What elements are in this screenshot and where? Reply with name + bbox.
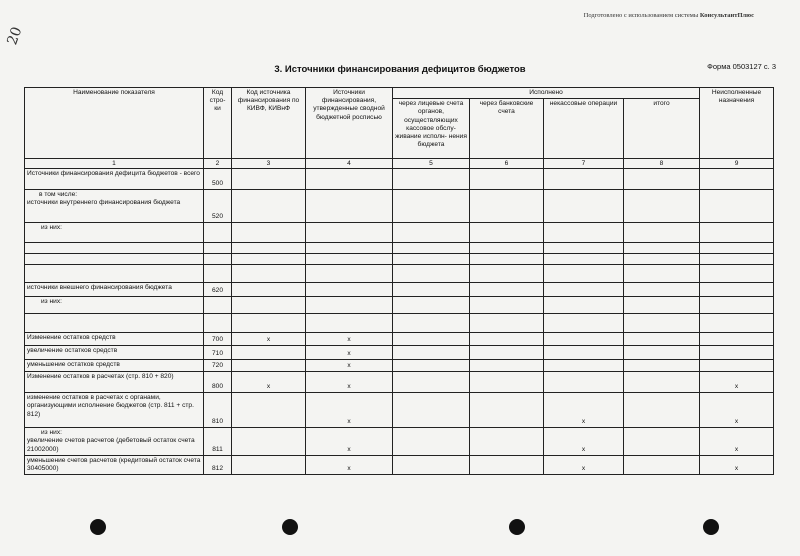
row-cell [232, 428, 306, 456]
table-row [25, 333, 774, 346]
table-row [25, 297, 774, 314]
row-cell [700, 169, 774, 190]
col-header-code: Код стро- ки [204, 88, 232, 159]
table-row [25, 190, 774, 223]
row-cell [470, 169, 544, 190]
col-header-executed: Исполнено [393, 88, 700, 99]
binder-hole [703, 519, 719, 535]
row-name [25, 333, 204, 346]
row-cell [232, 265, 306, 283]
handwritten-mark: 20 [4, 24, 26, 48]
col-header-kivf: Код источника финансирования по КИВФ, КИВнФ [232, 88, 306, 159]
row-cell [544, 297, 624, 314]
row-cell: x [232, 333, 306, 346]
row-cell [544, 265, 624, 283]
header-note-prefix: Подготовлено с использованием системы [583, 12, 699, 19]
row-cell: x [306, 455, 393, 474]
row-cell [470, 360, 544, 372]
row-name-line: увеличение остатков средств [27, 347, 118, 355]
row-name-line: увеличение счетов расчетов (дебетовый остаток счета 21002000) [27, 437, 195, 453]
row-name [25, 169, 204, 190]
row-cell [700, 333, 774, 346]
row-cell [544, 314, 624, 333]
row-cell [544, 243, 624, 254]
row-cell [624, 169, 700, 190]
row-cell [393, 254, 470, 265]
row-cell [700, 223, 774, 243]
col-number: 2 [204, 159, 232, 169]
row-cell [624, 314, 700, 333]
row-cell: x [700, 428, 774, 456]
row-cell: x [306, 360, 393, 372]
row-cell [306, 190, 393, 223]
row-cell [624, 360, 700, 372]
row-cell [306, 223, 393, 243]
row-code: 710 [204, 346, 232, 360]
row-cell [544, 333, 624, 346]
col-number: 1 [25, 159, 204, 169]
row-code: 700 [204, 333, 232, 346]
row-name [25, 428, 204, 456]
row-cell [393, 346, 470, 360]
header-note [584, 12, 754, 19]
row-cell [232, 223, 306, 243]
row-cell [470, 372, 544, 393]
row-name [25, 346, 204, 360]
row-cell [306, 283, 393, 297]
row-cell [470, 254, 544, 265]
col-header-noncash: некассовые операции [544, 99, 624, 159]
row-cell [624, 393, 700, 428]
table-body [25, 169, 774, 475]
row-cell [470, 455, 544, 474]
row-name [25, 360, 204, 372]
row-name-line: уменьшение счетов расчетов (кредитовый остаток счета 30405000) [27, 456, 201, 473]
row-name [25, 393, 204, 428]
row-code: 800 [204, 372, 232, 393]
row-cell [624, 243, 700, 254]
row-cell [544, 190, 624, 223]
col-number: 8 [624, 159, 700, 169]
row-cell [232, 393, 306, 428]
row-cell [393, 243, 470, 254]
row-cell [700, 346, 774, 360]
row-name [25, 254, 204, 265]
table-row [25, 393, 774, 428]
row-cell [544, 372, 624, 393]
table-row [25, 223, 774, 243]
row-cell [306, 297, 393, 314]
row-cell [700, 243, 774, 254]
row-code [204, 265, 232, 283]
row-cell [624, 190, 700, 223]
col-header-total: итого [624, 99, 700, 159]
header-row-1 [25, 88, 774, 99]
row-cell [624, 297, 700, 314]
row-cell: x [544, 455, 624, 474]
row-name-line: источники внутреннего финансирования бюджета [27, 199, 181, 207]
row-cell [393, 360, 470, 372]
row-name-line: уменьшение остатков средств [27, 361, 120, 369]
row-cell: x [700, 393, 774, 428]
table-row [25, 254, 774, 265]
row-cell [470, 428, 544, 456]
row-cell [306, 314, 393, 333]
row-cell [232, 243, 306, 254]
row-cell [393, 283, 470, 297]
row-code [204, 254, 232, 265]
row-cell [624, 333, 700, 346]
row-name-line: в том числе: [39, 191, 78, 199]
table-row [25, 346, 774, 360]
row-cell: x [544, 393, 624, 428]
row-name-line: Источники финансирования дефицита бюджетов - всего [27, 170, 200, 178]
row-cell [393, 393, 470, 428]
row-cell [232, 455, 306, 474]
table-row [25, 455, 774, 474]
row-cell [393, 265, 470, 283]
row-cell [544, 254, 624, 265]
row-name [25, 314, 204, 333]
row-cell [393, 333, 470, 346]
row-cell [306, 254, 393, 265]
row-cell [700, 190, 774, 223]
col-header-approved: Источники финансирования, утвержденные сводной бюджетной росписью [306, 88, 393, 159]
row-code [204, 223, 232, 243]
row-cell [624, 265, 700, 283]
row-cell [232, 283, 306, 297]
row-cell [624, 455, 700, 474]
table-row [25, 243, 774, 254]
row-cell [544, 283, 624, 297]
row-name [25, 372, 204, 393]
col-header-via-personal: через лицевые счета органов, осуществляющих кассовое обслу- живание исполн- нения бюджета [393, 99, 470, 159]
row-name [25, 265, 204, 283]
row-name-line: из них: [41, 298, 62, 306]
row-cell: x [700, 455, 774, 474]
table-row [25, 283, 774, 297]
row-cell [393, 169, 470, 190]
row-cell [544, 346, 624, 360]
row-cell: x [306, 346, 393, 360]
binder-hole [90, 519, 106, 535]
row-name-line: изменение остатков в расчетах с органами, организующими исполнение бюджетов (стр. 811 + стр. 812) [27, 394, 194, 418]
row-cell [700, 283, 774, 297]
row-cell [232, 360, 306, 372]
col-header-via-bank: через банковские счета [470, 99, 544, 159]
row-code: 620 [204, 283, 232, 297]
col-header-name: Наименование показателя [25, 88, 204, 159]
row-name-line: Изменение остатков в расчетах (стр. 810 + 820) [27, 373, 174, 381]
row-cell [306, 265, 393, 283]
row-cell [470, 283, 544, 297]
row-cell [470, 265, 544, 283]
row-cell [624, 254, 700, 265]
row-name [25, 190, 204, 223]
row-cell [470, 333, 544, 346]
table-row [25, 169, 774, 190]
row-cell [624, 223, 700, 243]
row-code: 520 [204, 190, 232, 223]
row-cell [624, 372, 700, 393]
row-name-line: источники внешнего финансирования бюджета [27, 284, 172, 292]
row-cell [232, 190, 306, 223]
binder-hole [509, 519, 525, 535]
col-number: 9 [700, 159, 774, 169]
row-cell [393, 455, 470, 474]
binder-hole [282, 519, 298, 535]
row-cell [232, 169, 306, 190]
col-number: 4 [306, 159, 393, 169]
row-name-line: из них: [41, 429, 62, 437]
row-name [25, 283, 204, 297]
row-cell [470, 243, 544, 254]
row-cell [700, 314, 774, 333]
row-cell: x [306, 372, 393, 393]
row-cell [393, 297, 470, 314]
row-cell: x [306, 428, 393, 456]
row-cell [393, 314, 470, 333]
row-cell [306, 169, 393, 190]
row-cell [544, 169, 624, 190]
row-name [25, 223, 204, 243]
row-cell [393, 428, 470, 456]
col-number: 7 [544, 159, 624, 169]
row-cell [700, 360, 774, 372]
row-code: 810 [204, 393, 232, 428]
row-cell: x [700, 372, 774, 393]
row-cell [544, 360, 624, 372]
table-row [25, 372, 774, 393]
row-code: 500 [204, 169, 232, 190]
row-cell [306, 243, 393, 254]
row-cell [393, 372, 470, 393]
row-code [204, 243, 232, 254]
row-cell [624, 283, 700, 297]
row-cell [700, 254, 774, 265]
row-cell [624, 346, 700, 360]
table-row [25, 428, 774, 456]
row-cell [393, 223, 470, 243]
row-cell [232, 254, 306, 265]
row-cell [470, 190, 544, 223]
row-cell [624, 428, 700, 456]
row-cell [393, 190, 470, 223]
row-cell: x [544, 428, 624, 456]
col-number: 6 [470, 159, 544, 169]
column-number-row [25, 159, 774, 169]
row-cell [544, 223, 624, 243]
row-cell: x [306, 393, 393, 428]
row-cell [470, 297, 544, 314]
row-cell [700, 265, 774, 283]
row-cell [470, 346, 544, 360]
col-header-unexecuted: Неисполненные назначения [700, 88, 774, 159]
row-code: 811 [204, 428, 232, 456]
row-cell [232, 346, 306, 360]
col-number: 5 [393, 159, 470, 169]
row-code [204, 297, 232, 314]
form-label: Форма 0503127 с. 3 [707, 62, 776, 71]
header-note-brand: КонсультантПлюс [699, 12, 754, 19]
row-name [25, 297, 204, 314]
financing-table [24, 87, 774, 475]
col-number: 3 [232, 159, 306, 169]
page-title: 3. Источники финансирования дефицитов бюджетов [274, 64, 526, 75]
row-name [25, 455, 204, 474]
row-cell [232, 314, 306, 333]
row-cell [470, 314, 544, 333]
table-row [25, 314, 774, 333]
row-cell [470, 223, 544, 243]
row-cell [470, 393, 544, 428]
row-code: 812 [204, 455, 232, 474]
row-code [204, 314, 232, 333]
row-cell [700, 297, 774, 314]
table-row [25, 265, 774, 283]
row-code: 720 [204, 360, 232, 372]
row-name [25, 243, 204, 254]
row-cell: x [232, 372, 306, 393]
row-name-line: из них: [41, 224, 62, 232]
row-cell: x [306, 333, 393, 346]
row-name-line: Изменение остатков средств [27, 334, 116, 342]
table-row [25, 360, 774, 372]
row-cell [232, 297, 306, 314]
